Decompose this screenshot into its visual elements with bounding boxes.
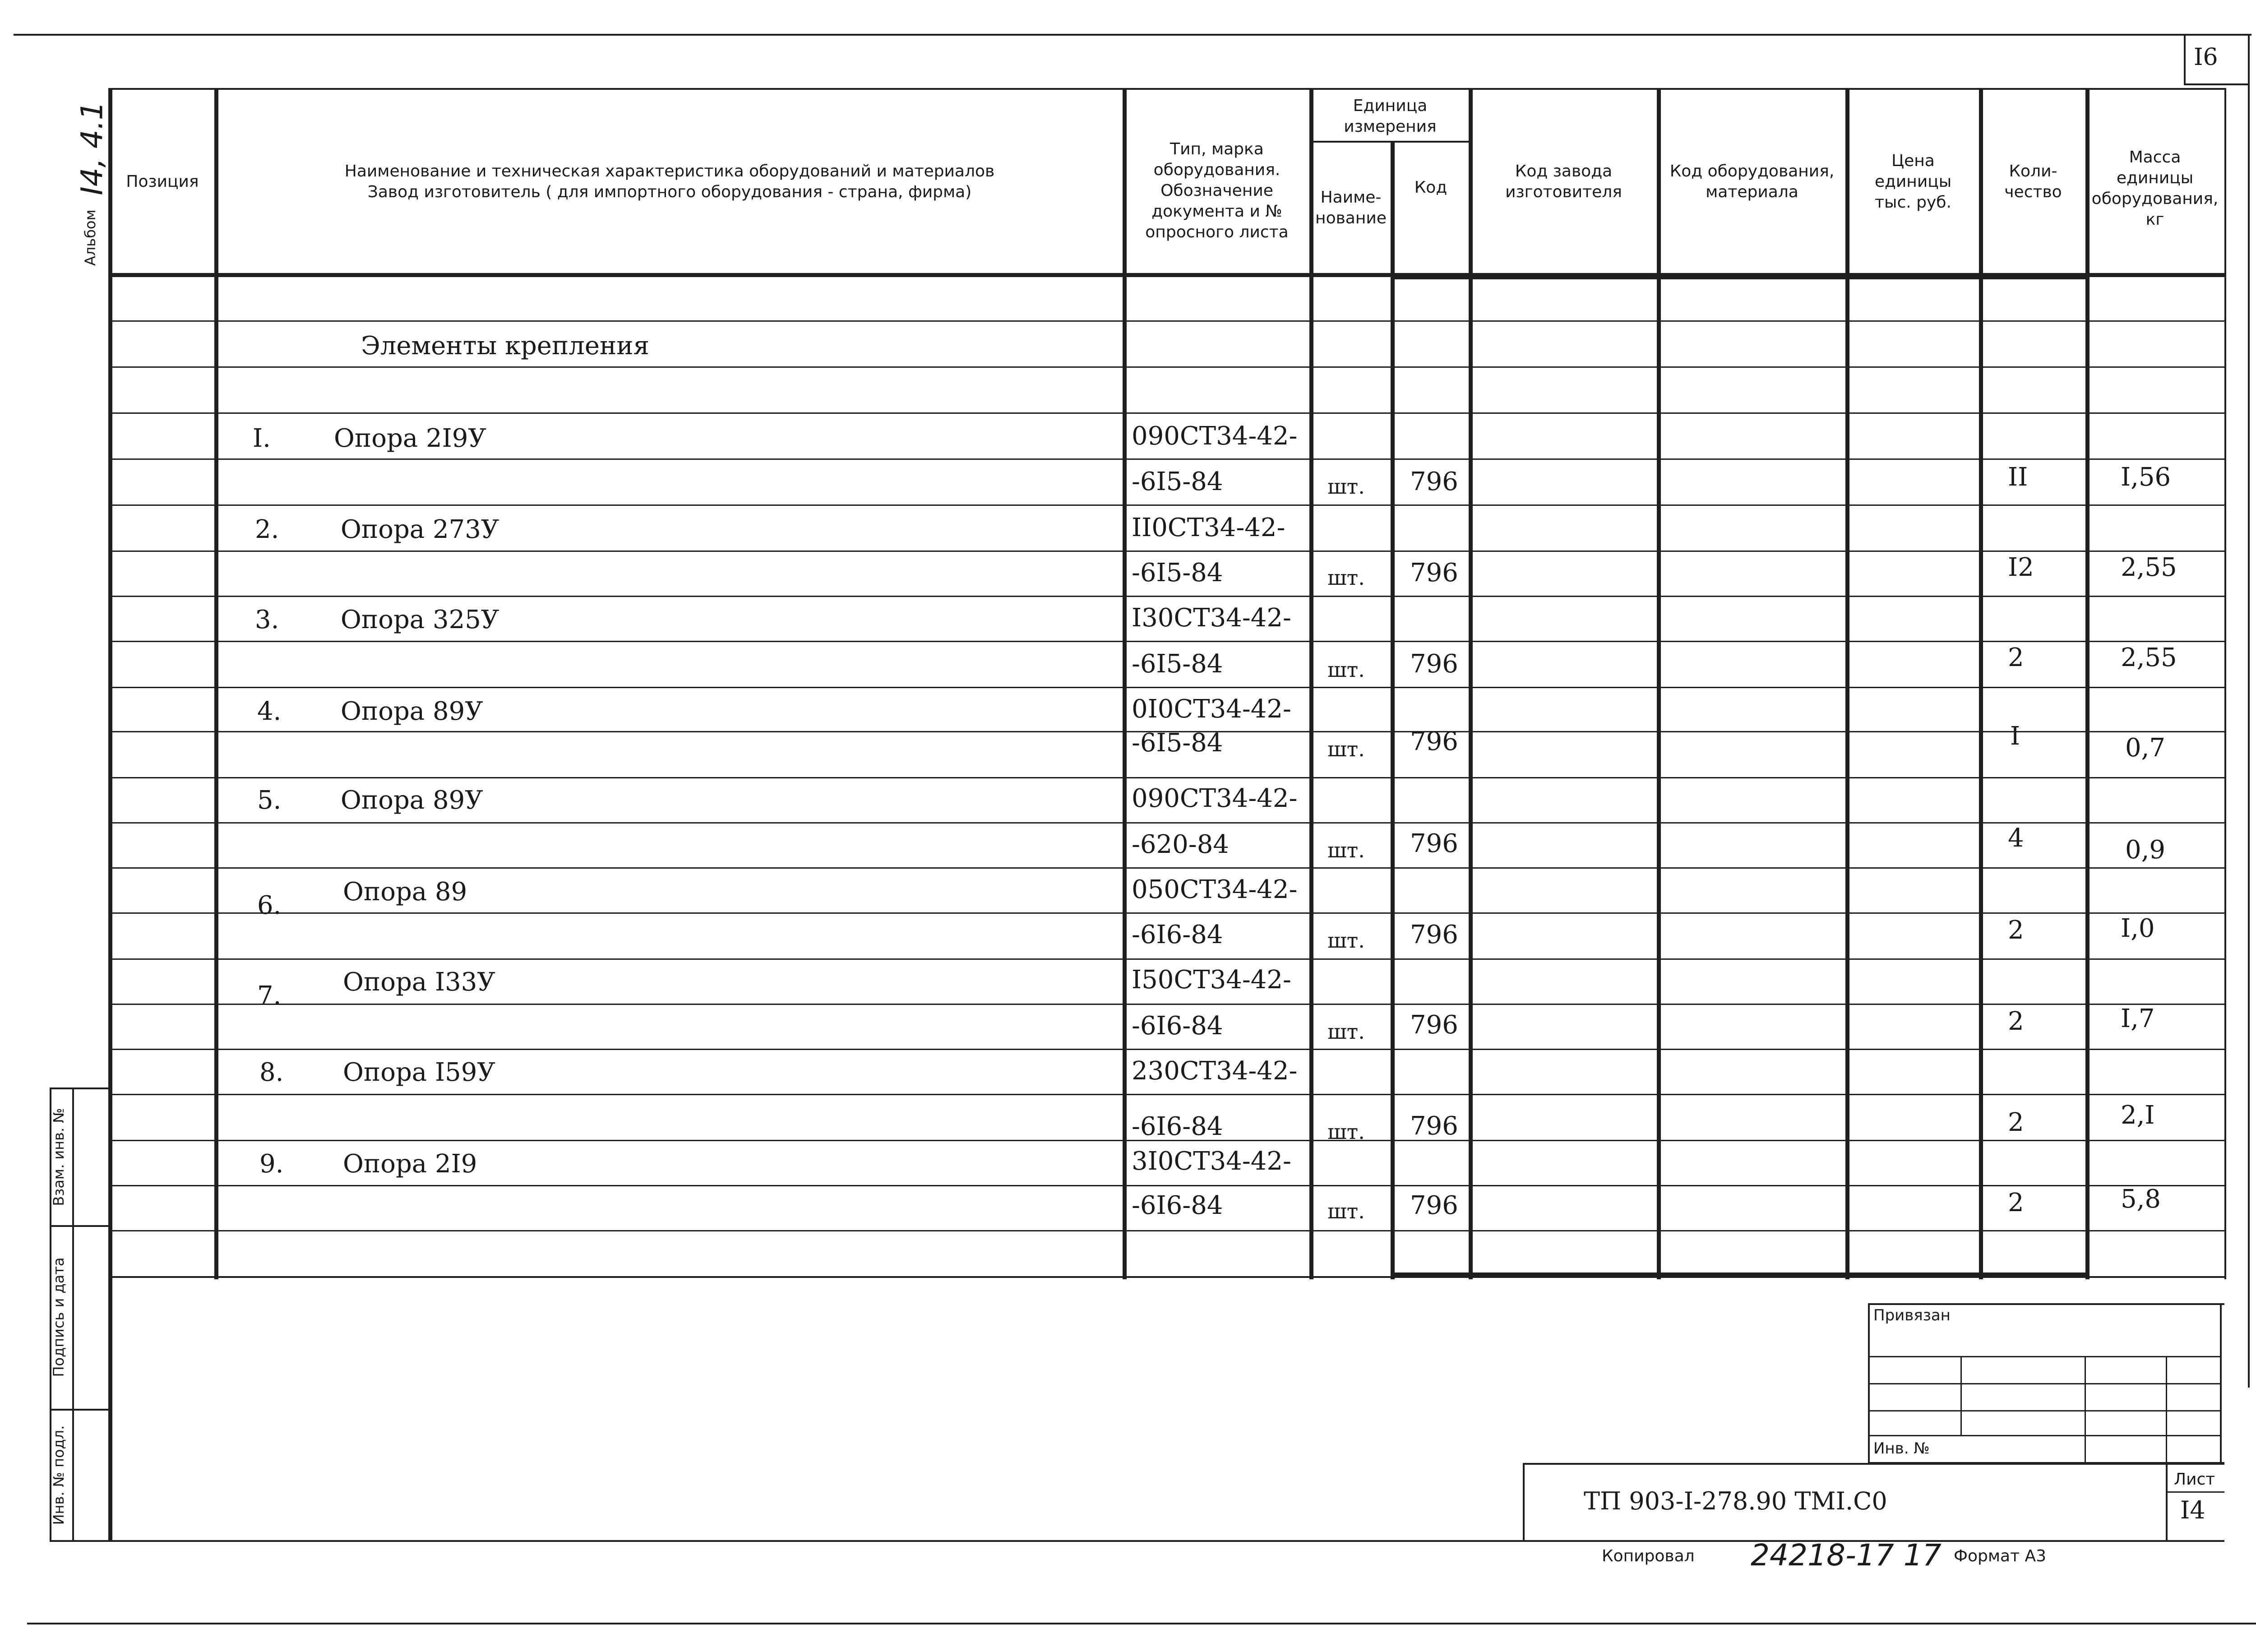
side-stamp-bottom xyxy=(50,1540,111,1542)
row-line xyxy=(108,596,2224,597)
table-top-border xyxy=(108,88,2224,90)
item-unit: шт. xyxy=(1327,657,1365,682)
item-name: Опора 2I9У xyxy=(334,424,486,453)
item-doc-line2: -6I6-84 xyxy=(1132,920,1223,949)
row-line xyxy=(108,867,2224,869)
item-doc-line2: -6I5-84 xyxy=(1132,467,1223,496)
row-line xyxy=(108,687,2224,688)
item-quantity: 2 xyxy=(2008,1188,2024,1217)
item-quantity: 2 xyxy=(2008,1108,2024,1137)
header-equipment-code: Код оборудования, материала xyxy=(1669,162,1835,201)
item-doc-line1: 3I0СТ34-42- xyxy=(1132,1147,1291,1176)
item-number: 4. xyxy=(257,697,282,726)
item-doc-line1: 090СТ34-42- xyxy=(1132,784,1298,813)
row-line xyxy=(108,1185,2224,1186)
format-label: Формат А3 xyxy=(1954,1547,2047,1565)
row-line xyxy=(108,320,2224,322)
corner-box-bottom xyxy=(2184,83,2249,85)
header-price: Цена единицы тыс. руб. xyxy=(1874,151,1952,212)
title-block-top xyxy=(1523,1463,2224,1465)
item-code: 796 xyxy=(1410,558,1458,588)
item-doc-line2: -620-84 xyxy=(1132,830,1229,859)
header-unit-group: Единица измерения xyxy=(1344,96,1437,136)
row-line xyxy=(108,458,2224,460)
album-handwritten: I4, 4.1 xyxy=(74,101,110,195)
item-quantity: 2 xyxy=(2008,643,2024,672)
item-doc-line1: II0СТ34-42- xyxy=(1132,513,1285,542)
item-unit: шт. xyxy=(1327,928,1365,953)
binding-row xyxy=(1868,1435,2220,1436)
document-code: ТП 903-I-278.90 ТМI.С0 xyxy=(1584,1487,1887,1515)
header-mass: Масса единицы оборудования, кг xyxy=(2091,148,2219,229)
item-code: 796 xyxy=(1410,1111,1458,1141)
item-mass: 5,8 xyxy=(2121,1185,2161,1214)
item-code: 796 xyxy=(1410,1191,1458,1220)
table-right-border xyxy=(2224,88,2226,1279)
item-quantity: 2 xyxy=(2008,916,2024,945)
item-number: I. xyxy=(253,424,271,453)
item-name: Опора 325У xyxy=(341,605,499,634)
row-line xyxy=(108,551,2224,552)
header-factory-code: Код завода изготовителя xyxy=(1505,162,1622,201)
item-number: 7. xyxy=(257,981,282,1010)
col-line-4 xyxy=(1391,142,1395,1279)
item-unit: шт. xyxy=(1327,838,1365,862)
row-line xyxy=(108,777,2224,778)
item-quantity: 4 xyxy=(2008,824,2024,853)
header-unit-code: Код xyxy=(1414,178,1447,197)
binding-col xyxy=(2166,1356,2167,1462)
item-number: 8. xyxy=(259,1058,284,1087)
item-name: Опора 2I9 xyxy=(343,1149,477,1179)
binding-col xyxy=(1960,1356,1962,1435)
title-block-left xyxy=(1523,1463,1525,1541)
row-line xyxy=(108,641,2224,642)
item-number: 6. xyxy=(257,891,282,920)
sheet-label: Лист xyxy=(2174,1470,2215,1489)
item-unit: шт. xyxy=(1327,1120,1365,1144)
binding-row xyxy=(1868,1383,2220,1384)
item-code: 796 xyxy=(1410,467,1458,496)
section-title: Элементы крепления xyxy=(361,331,649,361)
frame-top-line xyxy=(14,34,2251,36)
binding-title: Привязан xyxy=(1873,1306,1951,1324)
copied-label: Копировал xyxy=(1602,1547,1695,1565)
side-stamp-div2 xyxy=(50,1409,111,1411)
item-mass: I,56 xyxy=(2121,463,2171,492)
side-stamp-replacement: Взам. инв. № xyxy=(50,1108,67,1206)
item-code: 796 xyxy=(1410,1010,1458,1040)
item-doc-line2: -6I6-84 xyxy=(1132,1112,1223,1141)
item-unit: шт. xyxy=(1327,474,1365,499)
handwritten-number: 24218-17 17 xyxy=(1751,1538,1942,1573)
item-code: 796 xyxy=(1410,920,1458,949)
side-stamp-signature: Подпись и дата xyxy=(50,1257,67,1377)
item-doc-line1: 090СТ34-42- xyxy=(1132,421,1298,451)
item-number: 3. xyxy=(255,605,279,634)
item-doc-line2: -6I5-84 xyxy=(1132,558,1223,588)
row-line xyxy=(108,1004,2224,1005)
item-quantity: II xyxy=(2008,463,2028,492)
item-code: 796 xyxy=(1410,727,1458,756)
item-number: 2. xyxy=(255,515,279,544)
binding-col xyxy=(2085,1356,2086,1462)
item-doc-line1: 0I0СТ34-42- xyxy=(1132,694,1291,724)
item-number: 9. xyxy=(259,1149,284,1179)
block-bottom xyxy=(1391,1273,2089,1277)
item-doc-line1: 230СТ34-42- xyxy=(1132,1056,1298,1086)
item-name: Опора 89У xyxy=(341,786,483,815)
side-stamp-mid xyxy=(72,1087,74,1541)
item-name: Опора 89У xyxy=(341,697,483,726)
header-type: Тип, марка оборудования. Обозначение документа и № опросного листа xyxy=(1145,139,1289,241)
item-mass: I,0 xyxy=(2121,914,2155,943)
header-quantity: Коли- чество xyxy=(2004,162,2062,201)
side-stamp-top xyxy=(50,1087,111,1089)
item-mass: 2,I xyxy=(2121,1101,2155,1130)
binding-row xyxy=(1868,1410,2220,1411)
block-top xyxy=(1391,275,2089,279)
item-doc-line1: I30СТ34-42- xyxy=(1132,603,1291,633)
item-doc-line2: -6I5-84 xyxy=(1132,728,1223,758)
item-unit: шт. xyxy=(1327,1019,1365,1044)
row-line xyxy=(108,504,2224,506)
row-line xyxy=(108,822,2224,824)
item-quantity: 2 xyxy=(2008,1007,2024,1036)
row-line xyxy=(108,1094,2224,1095)
corner-sheet-number: I6 xyxy=(2194,44,2218,71)
item-doc-line2: -6I6-84 xyxy=(1132,1191,1223,1220)
item-name: Опора I33У xyxy=(343,967,495,997)
sheet-box-divider xyxy=(2166,1491,2224,1493)
frame-bottom-line xyxy=(27,1623,2256,1624)
row-line xyxy=(108,912,2224,914)
item-name: Опора I59У xyxy=(343,1058,495,1087)
sheet-box-left xyxy=(2166,1463,2168,1541)
row-line xyxy=(108,366,2224,368)
binding-right xyxy=(2220,1303,2222,1463)
item-unit: шт. xyxy=(1327,565,1365,590)
item-doc-line1: 050СТ34-42- xyxy=(1132,875,1298,904)
sheet-number: I4 xyxy=(2180,1496,2205,1524)
row-line xyxy=(108,1049,2224,1050)
side-stamp-inv: Инв. № подл. xyxy=(50,1425,67,1525)
row-line xyxy=(108,1230,2224,1231)
item-quantity: I2 xyxy=(2008,553,2034,582)
row-line xyxy=(108,412,2224,414)
binding-top xyxy=(1868,1303,2224,1305)
item-mass: I,7 xyxy=(2121,1004,2155,1033)
item-mass: 0,9 xyxy=(2125,835,2166,865)
item-doc-line2: -6I5-84 xyxy=(1132,649,1223,679)
header-unit-name: Наиме- нование xyxy=(1315,188,1387,227)
item-code: 796 xyxy=(1410,649,1458,679)
item-name: Опора 273У xyxy=(341,515,499,544)
header-name: Наименование и техническая характеристика оборудований и материалов Завод изготовитель ( для импортного оборудования - страна, фирма) xyxy=(344,162,995,201)
row-line xyxy=(108,958,2224,960)
table-left-border xyxy=(108,88,112,1541)
frame-right-line xyxy=(2248,34,2250,1388)
side-stamp-div1 xyxy=(50,1225,111,1227)
item-code: 796 xyxy=(1410,829,1458,858)
item-mass: 2,55 xyxy=(2121,643,2177,672)
item-number: 5. xyxy=(257,786,282,815)
item-doc-line1: I50СТ34-42- xyxy=(1132,965,1291,995)
binding-inv-label: Инв. № xyxy=(1873,1439,1930,1458)
album-label: Альбом xyxy=(82,209,99,266)
item-unit: шт. xyxy=(1327,737,1365,761)
binding-row xyxy=(1868,1356,2220,1357)
item-doc-line2: -6I6-84 xyxy=(1132,1011,1223,1041)
item-name: Опора 89 xyxy=(343,877,467,907)
item-mass: 2,55 xyxy=(2121,553,2177,582)
item-mass: 0,7 xyxy=(2125,733,2166,763)
item-quantity: I xyxy=(2010,722,2020,751)
corner-box-left xyxy=(2184,34,2186,83)
header-position: Позиция xyxy=(126,172,199,191)
item-unit: шт. xyxy=(1327,1199,1365,1223)
